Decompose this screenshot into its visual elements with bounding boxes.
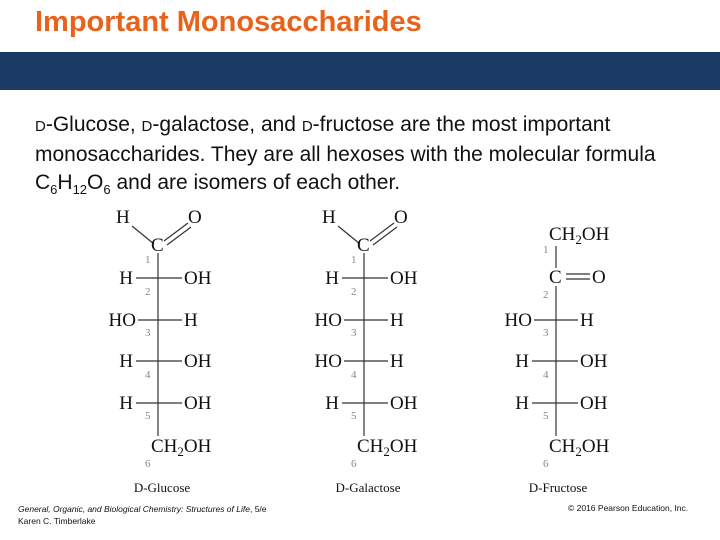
atom-label: OH bbox=[184, 268, 212, 289]
intro-text: -galactose, and bbox=[152, 113, 302, 136]
atom-label: C bbox=[357, 235, 370, 256]
book-title: General, Organic, and Biological Chemistry: Structures of Life bbox=[18, 504, 250, 514]
structure-name: D-Fructose bbox=[528, 480, 588, 495]
ch2oh-group: $CH_2OH$ bbox=[151, 436, 212, 459]
carbon-number: 3 bbox=[351, 327, 357, 339]
atom-label: HO bbox=[314, 310, 342, 331]
carbon-number: 6 bbox=[543, 458, 549, 470]
d-prefix: D bbox=[141, 118, 153, 135]
ch2oh-group: $CH_2OH$ bbox=[549, 436, 610, 459]
carbon-number: 6 bbox=[351, 458, 357, 470]
atom-label: OH bbox=[390, 268, 418, 289]
carbon-number: 4 bbox=[543, 369, 549, 381]
atom-label: H bbox=[515, 351, 529, 372]
atom-label: HO bbox=[314, 351, 342, 372]
formula-text: H bbox=[57, 171, 73, 194]
book-author: Karen C. Timberlake bbox=[18, 516, 96, 526]
atom-label: H bbox=[325, 393, 339, 414]
carbon-number: 6 bbox=[145, 458, 151, 470]
atom-label: H bbox=[116, 207, 130, 228]
carbon-number: 1 bbox=[543, 244, 549, 256]
ch2oh-group: $CH_2OH$ bbox=[549, 224, 610, 247]
atom-label: OH bbox=[184, 351, 212, 372]
atom-label: H bbox=[119, 393, 133, 414]
d-prefix: D bbox=[301, 118, 313, 135]
carbon-number: 4 bbox=[145, 369, 151, 381]
intro-text: and are isomers of each other. bbox=[110, 171, 401, 194]
carbon-number: 4 bbox=[351, 369, 357, 381]
fructose-structure bbox=[505, 224, 610, 495]
atom-label: C bbox=[549, 267, 562, 288]
footer-citation bbox=[18, 503, 267, 527]
intro-text: -fructose are the most important monosaccharides. They are all hexoses with the molecular formula C bbox=[35, 113, 656, 194]
structure-name: D-Glucose bbox=[133, 480, 191, 495]
carbon-number: 1 bbox=[145, 254, 151, 266]
glucose-structure bbox=[109, 207, 212, 495]
atom-label: C bbox=[151, 235, 164, 256]
intro-text: -Glucose, bbox=[45, 113, 142, 136]
galactose-structure bbox=[315, 207, 418, 495]
atom-label: OH bbox=[184, 393, 212, 414]
atom-label: H bbox=[119, 268, 133, 289]
footer-copyright: © 2016 Pearson Education, Inc. bbox=[568, 503, 689, 513]
structure-name: D-Galactose bbox=[335, 480, 401, 495]
atom-label: O bbox=[592, 267, 606, 288]
slide-title: Important Monosaccharides bbox=[35, 6, 422, 38]
d-prefix: D bbox=[35, 118, 46, 135]
atom-label: H bbox=[119, 351, 133, 372]
atom-label: OH bbox=[580, 351, 608, 372]
formula-subscript: 12 bbox=[72, 182, 88, 197]
atom-label: H bbox=[390, 351, 404, 372]
book-edition: , 5/e bbox=[249, 504, 267, 514]
formula-subscript: 6 bbox=[103, 182, 111, 197]
atom-label: OH bbox=[580, 393, 608, 414]
ch2oh-group: $CH_2OH$ bbox=[357, 436, 418, 459]
formula-subscript: 6 bbox=[50, 182, 58, 197]
atom-label: H bbox=[325, 268, 339, 289]
atom-label: H bbox=[184, 310, 198, 331]
atom-label: HO bbox=[108, 310, 136, 331]
carbon-number: 5 bbox=[351, 410, 357, 422]
atom-label: O bbox=[394, 207, 408, 228]
atom-label: O bbox=[188, 207, 202, 228]
carbon-number: 2 bbox=[145, 286, 151, 298]
formula-text: O bbox=[87, 171, 104, 194]
carbon-number: 1 bbox=[351, 254, 357, 266]
atom-label: H bbox=[322, 207, 336, 228]
carbon-number: 3 bbox=[543, 327, 549, 339]
carbon-number: 5 bbox=[543, 410, 549, 422]
atom-label: H bbox=[580, 310, 594, 331]
carbon-number: 2 bbox=[543, 289, 549, 301]
atom-label: OH bbox=[390, 393, 418, 414]
carbon-number: 2 bbox=[351, 286, 357, 298]
atom-label: H bbox=[390, 310, 404, 331]
atom-label: H bbox=[515, 393, 529, 414]
atom-label: HO bbox=[504, 310, 532, 331]
carbon-number: 3 bbox=[145, 327, 151, 339]
carbon-number: 5 bbox=[145, 410, 151, 422]
